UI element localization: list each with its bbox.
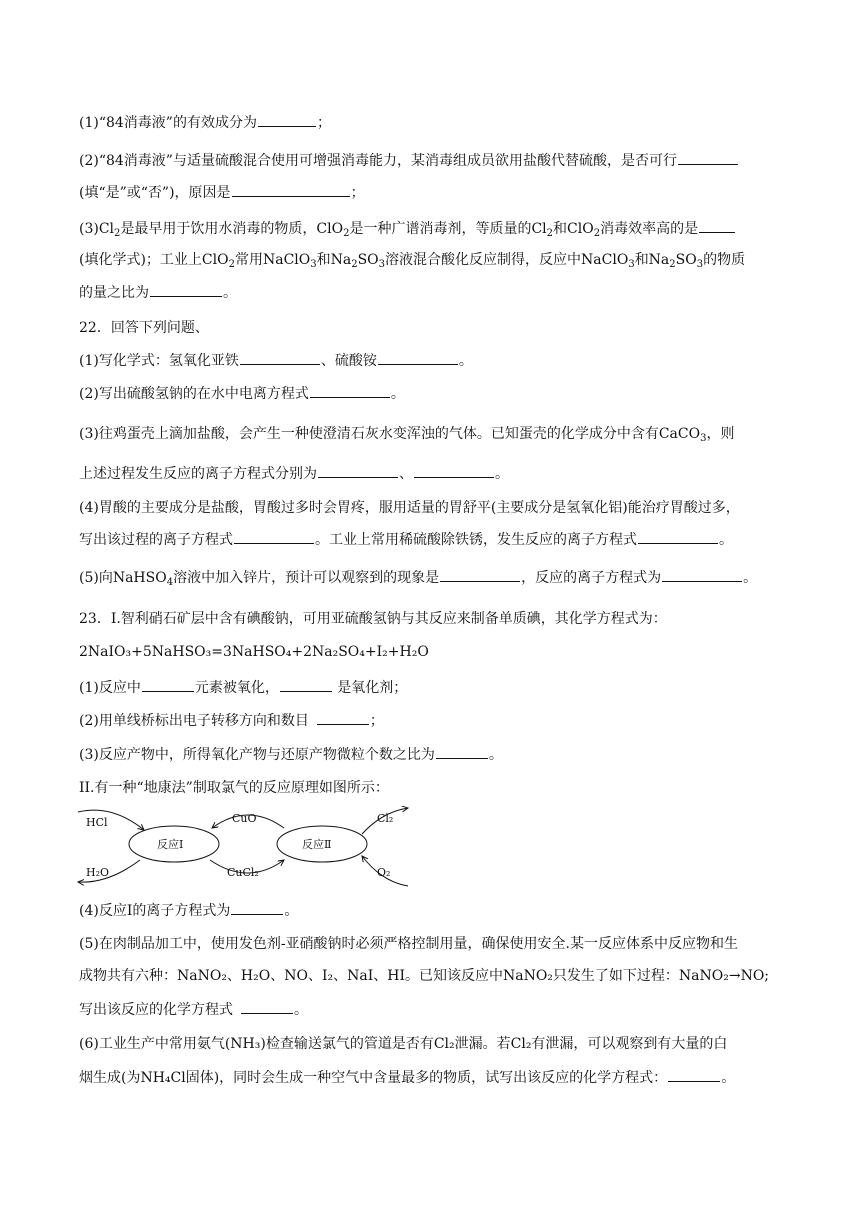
q21-part2-line2 [79,182,365,203]
q22-part4-line1: (4)胃酸的主要成分是盐酸，胃酸过多时会胃疼，服用适量的胃舒平(主要成分是氢氧化铝)能治疗胃酸过多， [79,500,740,516]
text: (1)反应中 [79,680,141,696]
answer-blank [232,182,350,197]
hcl-label: HCl [86,816,108,829]
q23-part5-line1: (5)在肉制品加工中，使用发色剂-亚硝酸钠时必须严格控制用量，确保使用安全.某一反应体系中反应物和生 [79,936,739,952]
q23-part2 [79,710,384,731]
answer-blank [378,350,458,365]
cuo-label: CuO [232,812,257,825]
text: 的量之比为 [79,285,149,301]
text: (5)向NaHSO [79,570,167,586]
q23-part1 [79,677,407,698]
text: 。 [223,285,237,301]
text: 是氧化剂； [332,680,408,696]
h2o-label: H₂O [86,866,110,879]
o2-label: O₂ [377,866,391,879]
answer-blank [318,463,398,478]
text: ； [350,185,365,201]
text: (2)写出硫酸氢钠的在水中电离方程式 [79,386,309,402]
text: ； [369,713,384,729]
subscript: 3 [378,259,386,270]
q23-title: 23．I.智利硝石矿层中含有碘酸钠，可用亚硫酸氢钠与其反应来制备单质碘，其化学方程式为： [79,611,667,627]
q23-part5-line3 [79,999,308,1020]
q22-part3-line2 [79,463,509,484]
answer-blank [662,567,742,582]
text: (1)写化学式：氢氧化亚铁 [79,353,239,369]
text: 是一种广谱消毒剂，等质量的Cl [349,221,547,237]
reaction2-label: 反应Ⅱ [302,838,332,851]
q23-part6-line1: (6)工业生产中常用氨气(NH₃)检查输送氯气的管道是否有Cl₂泄漏。若Cl₂有泄漏，可以观察到有大量的白 [79,1036,728,1052]
q23-part6-line2 [79,1067,735,1088]
text: 。 [488,747,503,763]
subscript: 2 [228,259,235,270]
text: (3)往鸡蛋壳上滴加盐酸，会产生一种使澄清石灰水变浑浊的气体。已知蛋壳的化学成分中含有CaCO [79,426,701,442]
text: 、硫酸铵 [320,353,377,369]
q23-equation: 2NaIO₃+5NaHSO₃=3NaHSO₄+2Na₂SO₄+I₂+H₂O [79,644,429,660]
answer-blank [436,744,488,759]
q21-part3-line1 [79,218,736,244]
cl2-label: Cl₂ [377,812,394,825]
subscript: 2 [351,259,358,270]
q21-part3-line3 [79,282,237,303]
text: 。 [495,466,509,482]
answer-blank [280,677,332,692]
answer-blank [699,218,735,233]
text: 和Na [316,252,352,268]
answer-blank [231,900,283,915]
text: 上述过程发生反应的离子方程式分别为 [79,466,317,482]
q22-part4-line2 [79,529,733,550]
text: 写出该反应的化学方程式 [79,1002,233,1018]
subscript: 2 [114,228,121,239]
q22-part3-line1 [79,424,734,449]
text: (2)“84消毒液”与适量硫酸混合使用可增强消毒能力，某消毒组成员欲用盐酸代替硫酸，是否可行 [79,153,677,169]
text: 。工业上常用稀硫酸除铁锈，发生反应的离子方程式 [315,532,637,548]
q22-part1 [79,350,473,371]
text: 和Na [634,252,670,268]
subscript: 3 [696,259,704,270]
text: 。 [284,903,299,919]
subscript: 3 [628,259,635,270]
text: 。 [721,1070,736,1086]
q22-part5 [79,567,757,593]
answer-blank [678,150,738,165]
answer-blank [668,1067,720,1082]
answer-blank [234,529,314,544]
answer-blank [142,677,194,692]
reaction1-label: 反应Ⅰ [157,838,184,851]
text: 溶液中加入锌片，预计可以观察到的现象是 [173,570,440,586]
q21-part3-line2 [79,250,745,275]
text: 溶液混合酸化反应制得，反应中NaClO [385,252,629,268]
text: (2)用单线桥标出电子转移方向和数目 [79,713,309,729]
text: 常用NaClO [234,252,311,268]
q21-part2-line1 [79,150,739,171]
subscript: 3 [700,433,707,444]
answer-blank [440,567,520,582]
q23-part5-line2: 成物共有六种：NaNO₂、H₂O、NO、I₂、NaI、HI。已知该反应中NaNO₂只发生了如下过程：NaNO₂→NO; [79,968,770,984]
text: 。 [719,532,733,548]
q21-part1 [79,112,331,133]
deacon-process-diagram [72,802,412,892]
text: (填“是”或“否”)，原因是 [79,185,231,201]
answer-blank [240,350,320,365]
text: 元素被氧化， [194,680,279,696]
text: 写出该过程的离子方程式 [79,532,233,548]
q23-part4 [79,900,298,921]
subscript: 2 [669,259,676,270]
subscript: 4 [166,577,174,588]
text: 。 [390,386,405,402]
text: (4)反应I的离子方程式为 [79,903,231,919]
text: 、 [399,466,413,482]
text: SO [675,252,697,268]
subscript: 3 [310,259,317,270]
text: 。 [743,570,758,586]
answer-blank [414,463,494,478]
text: 烟生成(为NH₄Cl固体)，同时会生成一种空气中含量最多的物质，试写出该反应的化学方程式： [79,1070,668,1086]
subscript: 2 [546,228,554,239]
text: SO [357,252,379,268]
answer-blank [258,112,316,127]
answer-blank [241,999,293,1014]
text: 消毒效率高的是 [600,221,699,237]
answer-blank [310,383,390,398]
text: ，则 [706,426,735,442]
subscript: 2 [593,228,601,239]
text: ； [316,115,331,131]
q23-part3 [79,744,503,765]
text: 是最早用于饮用水消毒的物质，ClO [120,221,344,237]
q22-title: 22．回答下列问题、 [79,320,209,336]
text: (3)反应产物中，所得氧化产物与还原产物微粒个数之比为 [79,747,435,763]
answer-blank [150,282,222,297]
answer-blank [638,529,718,544]
text: (3)Cl [79,221,115,237]
text: (填化学式)；工业上ClO [79,252,229,268]
cucl2-label: CuCl₂ [227,866,259,879]
text: ，反应的离子方程式为 [521,570,662,586]
text: 。 [458,353,473,369]
q23-part-ii: II.有一种“地康法”制取氯气的反应原理如图所示： [79,780,389,796]
text: (1)“84消毒液”的有效成分为 [79,115,257,131]
answer-blank [317,710,369,725]
text: 。 [294,1002,308,1018]
subscript: 2 [343,228,350,239]
text: 的物质 [703,252,746,268]
q22-part2 [79,383,405,404]
text: 和ClO [553,221,594,237]
